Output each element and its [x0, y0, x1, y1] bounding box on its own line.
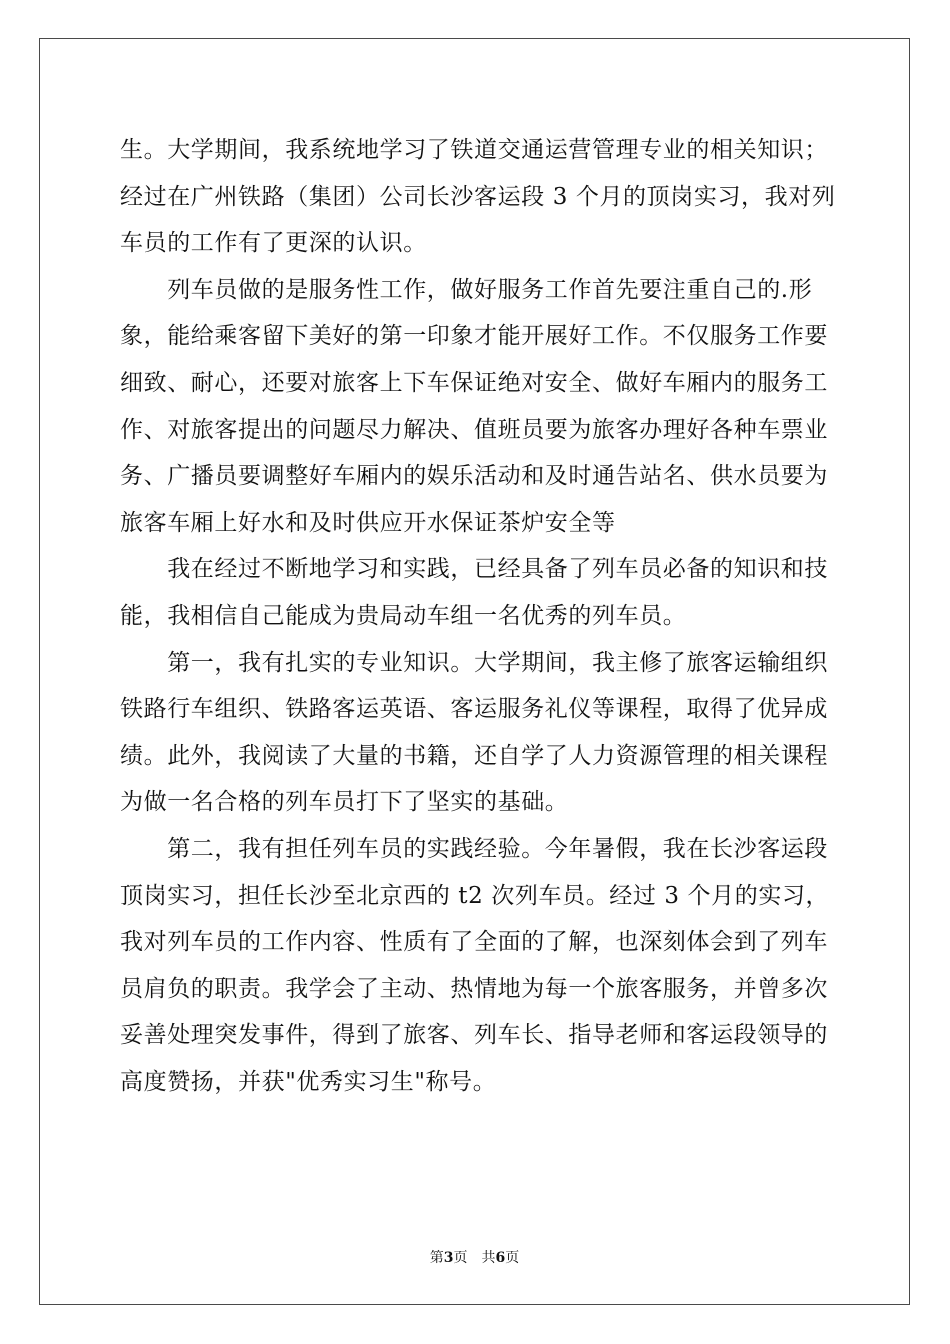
text-line: 我在经过不断地学习和实践，已经具备了列车员必备的知识和技: [120, 556, 828, 583]
text-line: 经过在广州铁路（集团）公司长沙客运段 3 个月的顶岗实习，我对列: [120, 183, 836, 210]
text-line: 象，能给乘客留下美好的第一印象才能开展好工作。不仅服务工作要: [120, 323, 828, 350]
text-line: 旅客车厢上好水和及时供应开水保证茶炉安全等: [120, 509, 616, 536]
text-line: 能，我相信自己能成为贵局动车组一名优秀的列车员。: [120, 602, 687, 629]
page-suffix: 页: [453, 1250, 468, 1266]
text-line: 列车员做的是服务性工作，做好服务工作首先要注重自己的.形: [120, 276, 813, 303]
page-number: 3: [443, 1250, 454, 1266]
text-line: 生。大学期间，我系统地学习了铁道交通运营管理专业的相关知识；: [120, 137, 828, 163]
text-line: 务、广播员要调整好车厢内的娱乐活动和及时通告站名、供水员要为: [120, 463, 828, 490]
text-line: 妥善处理突发事件，得到了旅客、列车长、指导老师和客运段领导的: [120, 1022, 828, 1049]
document-body: [120, 127, 836, 1105]
total-prefix: 共: [481, 1250, 496, 1266]
text-line: 高度赞扬，并获"优秀实习生"称号。: [120, 1068, 497, 1095]
text-line: 为做一名合格的列车员打下了坚实的基础。: [120, 789, 569, 816]
page-prefix: 第: [429, 1250, 444, 1266]
text-line: 细致、耐心，还要对旅客上下车保证绝对安全、做好车厢内的服务工: [120, 369, 828, 396]
text-line: 车员的工作有了更深的认识。: [120, 230, 427, 257]
text-line: 第一，我有扎实的专业知识。大学期间，我主修了旅客运输组织: [120, 649, 828, 676]
total-pages: 6: [495, 1250, 506, 1266]
total-suffix: 页: [505, 1250, 520, 1266]
text-line: 员肩负的职责。我学会了主动、热情地为每一个旅客服务，并曾多次: [120, 975, 828, 1002]
text-line: 我对列车员的工作内容、性质有了全面的了解，也深刻体会到了列车: [120, 929, 828, 956]
text-line: 绩。此外，我阅读了大量的书籍，还自学了人力资源管理的相关课程: [120, 742, 828, 769]
text-line: 铁路行车组织、铁路客运英语、客运服务礼仪等课程，取得了优异成: [120, 696, 828, 723]
text-line: 作、对旅客提出的问题尽力解决、值班员要为旅客办理好各种车票业: [120, 416, 828, 443]
text-line: 第二，我有担任列车员的实践经验。今年暑假，我在长沙客运段: [120, 835, 828, 862]
text-line: 顶岗实习，担任长沙至北京西的 t2 次列车员。经过 3 个月的实习，: [120, 882, 830, 909]
document-page: [39, 38, 910, 1305]
page-footer: [40, 1247, 909, 1267]
